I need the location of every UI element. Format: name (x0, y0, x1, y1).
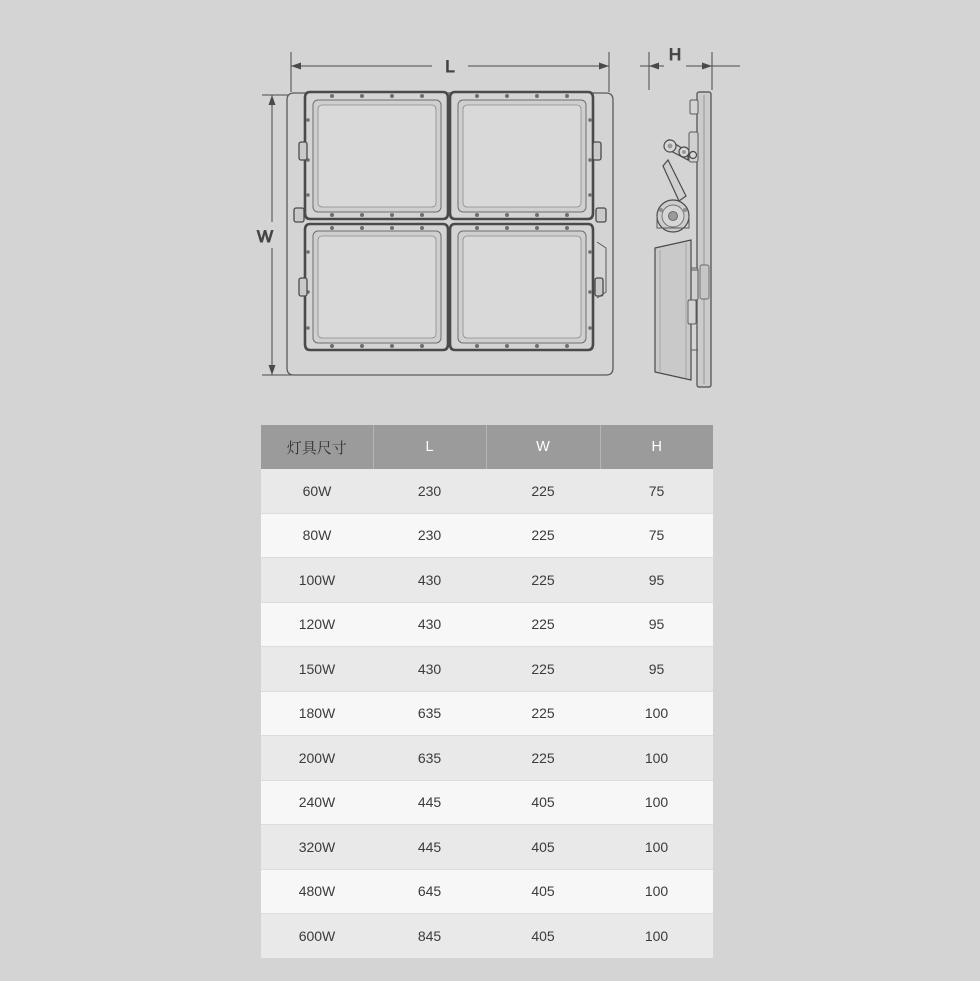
cell-length: 635 (373, 736, 486, 781)
table-row (261, 647, 713, 692)
cell-width: 405 (486, 914, 600, 958)
cell-model: 100W (261, 558, 373, 603)
cell-width: 405 (486, 780, 600, 825)
cell-height: 100 (600, 914, 713, 958)
dimension-label-W: W (256, 227, 274, 246)
side-body (689, 92, 711, 387)
driver-box (655, 240, 698, 380)
cell-width: 225 (486, 647, 600, 692)
cell-height: 95 (600, 602, 713, 647)
led-panel-top-right (450, 92, 593, 219)
cell-model: 240W (261, 780, 373, 825)
dimension-line-height (640, 52, 740, 90)
dimension-label-L: L (445, 57, 455, 76)
dimension-table-container (261, 425, 713, 958)
cell-length: 230 (373, 469, 486, 513)
table-header-width: W (486, 425, 600, 469)
table-header-length: L (373, 425, 486, 469)
table-header-fixture-size: 灯具尺寸 (261, 425, 373, 469)
cell-height: 95 (600, 558, 713, 603)
cell-model: 150W (261, 647, 373, 692)
cell-height: 100 (600, 825, 713, 870)
table-row (261, 869, 713, 914)
table-row (261, 780, 713, 825)
cell-width: 225 (486, 736, 600, 781)
cell-width: 405 (486, 825, 600, 870)
cell-height: 100 (600, 691, 713, 736)
table-row (261, 914, 713, 958)
cell-height: 100 (600, 736, 713, 781)
led-panel-bottom-right (450, 224, 593, 350)
cell-width: 225 (486, 513, 600, 558)
cell-height: 95 (600, 647, 713, 692)
cell-model: 60W (261, 469, 373, 513)
swivel-joint (657, 200, 689, 232)
cell-length: 430 (373, 558, 486, 603)
cell-width: 405 (486, 869, 600, 914)
cell-model: 600W (261, 914, 373, 958)
side-view-group (640, 45, 740, 387)
table-row (261, 602, 713, 647)
table-header-row (261, 425, 713, 469)
cell-height: 100 (600, 780, 713, 825)
cell-length: 230 (373, 513, 486, 558)
table-row (261, 558, 713, 603)
cell-length: 430 (373, 647, 486, 692)
table-header-height: H (600, 425, 713, 469)
cell-height: 75 (600, 469, 713, 513)
dimension-table (261, 425, 713, 958)
cell-width: 225 (486, 691, 600, 736)
cell-length: 445 (373, 780, 486, 825)
cell-width: 225 (486, 602, 600, 647)
cell-length: 430 (373, 602, 486, 647)
cell-model: 480W (261, 869, 373, 914)
cell-height: 100 (600, 869, 713, 914)
cell-length: 645 (373, 869, 486, 914)
technical-drawing (0, 0, 980, 400)
cell-length: 445 (373, 825, 486, 870)
cell-length: 845 (373, 914, 486, 958)
dimension-label-H: H (668, 45, 682, 64)
cell-width: 225 (486, 558, 600, 603)
table-row (261, 691, 713, 736)
led-panel-top-left (305, 92, 448, 219)
cell-height: 75 (600, 513, 713, 558)
front-view-group (257, 52, 613, 375)
table-row (261, 469, 713, 513)
cell-model: 180W (261, 691, 373, 736)
table-row (261, 825, 713, 870)
table-row (261, 513, 713, 558)
cell-model: 120W (261, 602, 373, 647)
cell-model: 200W (261, 736, 373, 781)
cell-width: 225 (486, 469, 600, 513)
cell-model: 80W (261, 513, 373, 558)
led-panel-bottom-left (305, 224, 448, 350)
cell-model: 320W (261, 825, 373, 870)
table-row (261, 736, 713, 781)
cell-length: 635 (373, 691, 486, 736)
